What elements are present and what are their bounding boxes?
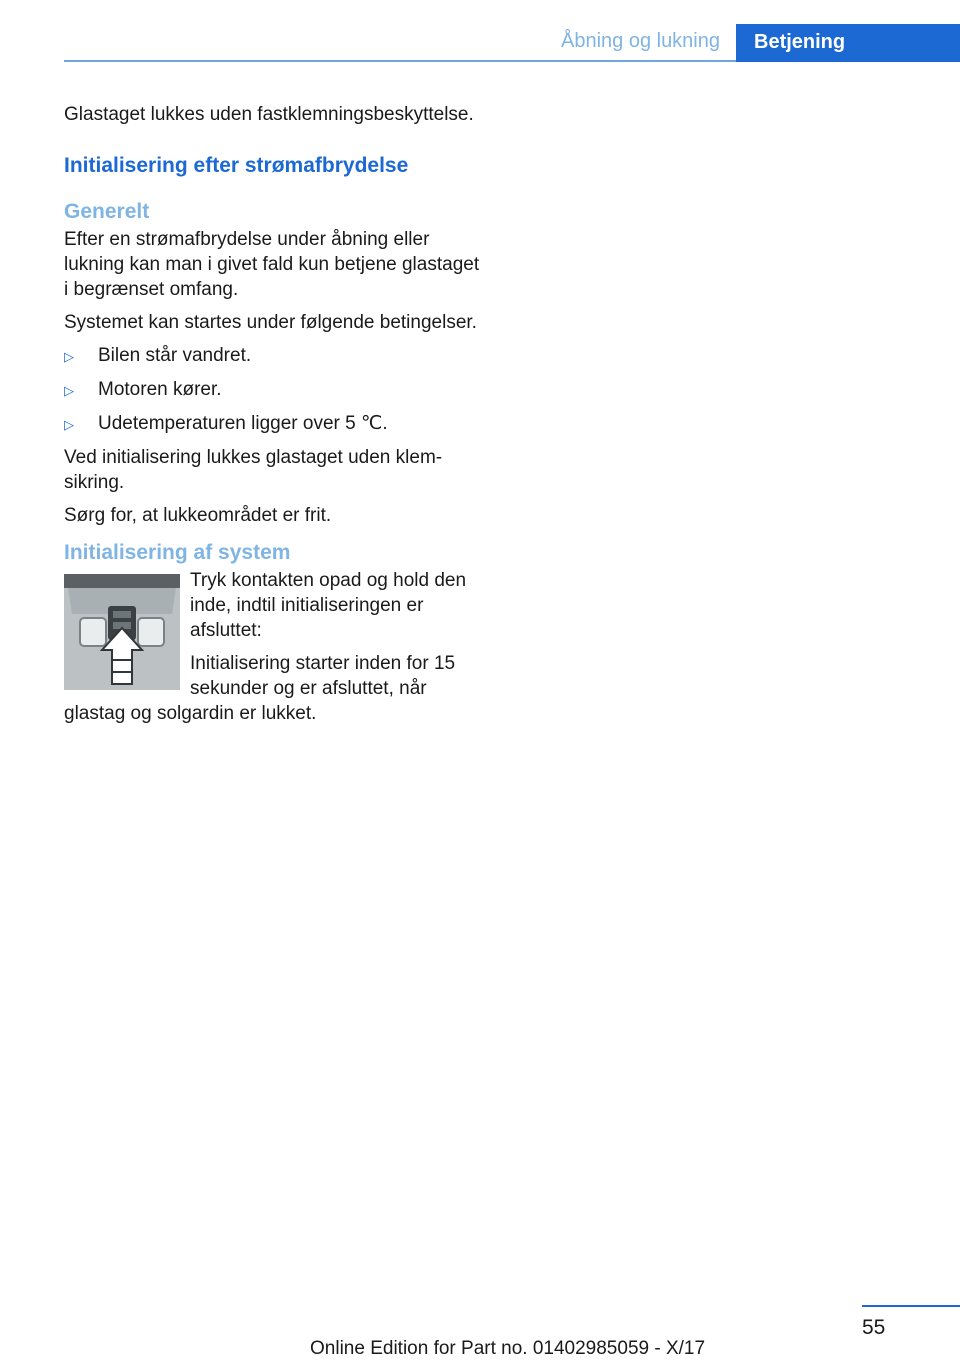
header-rule: [64, 60, 736, 62]
paragraph-press-switch: Tryk kontakten opad og hold den inde, indtil initialiseringen er afsluttet:: [190, 570, 467, 641]
list-item: [64, 343, 484, 369]
list-item-text: Bilen står vandret.: [98, 345, 252, 366]
subheading-general: Generelt: [64, 200, 150, 223]
paragraph-power-failure: Efter en strømafbrydelse under åbning eller lukning kan man i givet fald kun betjene glastaget i begrænset omfang.: [64, 229, 480, 300]
triangle-right-icon: ▷: [64, 383, 74, 398]
paragraph-conditions: Systemet kan startes under følgende betingelser.: [64, 312, 477, 333]
triangle-right-icon: ▷: [64, 349, 74, 364]
header-section-title: Åbning og lukning: [560, 30, 720, 52]
intro-paragraph: Glastaget lukkes uden fastklemningsbeskyttelse.: [64, 104, 474, 125]
page-content: [64, 102, 484, 734]
list-item: [64, 377, 484, 403]
roof-switch-illustration: [64, 574, 180, 690]
list-item-text: Udetemperaturen ligger over 5 ℃.: [98, 413, 388, 434]
paragraph-init-time: Initialisering starter inden for 15 sekunder og er afsluttet, når glastag og solgardin er lukket.: [64, 653, 456, 724]
footer-rule: [862, 1305, 960, 1307]
subheading-system-init: Initialisering af system: [64, 541, 291, 564]
header-chapter-tab: Betjening: [736, 24, 960, 62]
page-number: 55: [862, 1316, 886, 1339]
triangle-right-icon: ▷: [64, 417, 74, 432]
footer-edition: Online Edition for Part no. 01402985059 - X/17: [310, 1338, 706, 1359]
conditions-list: [64, 343, 484, 437]
paragraph-clear-area: Sørg for, at lukkeområdet er frit.: [64, 505, 332, 526]
paragraph-initialisation: Ved initialisering lukkes glastaget uden klemsikring.: [64, 447, 443, 493]
list-item-text: Motoren kører.: [98, 379, 222, 400]
list-item: [64, 411, 484, 437]
section-heading: Initialisering efter strømafbrydelse: [64, 154, 409, 177]
roof-switch-illustration-graphic: [64, 574, 180, 690]
